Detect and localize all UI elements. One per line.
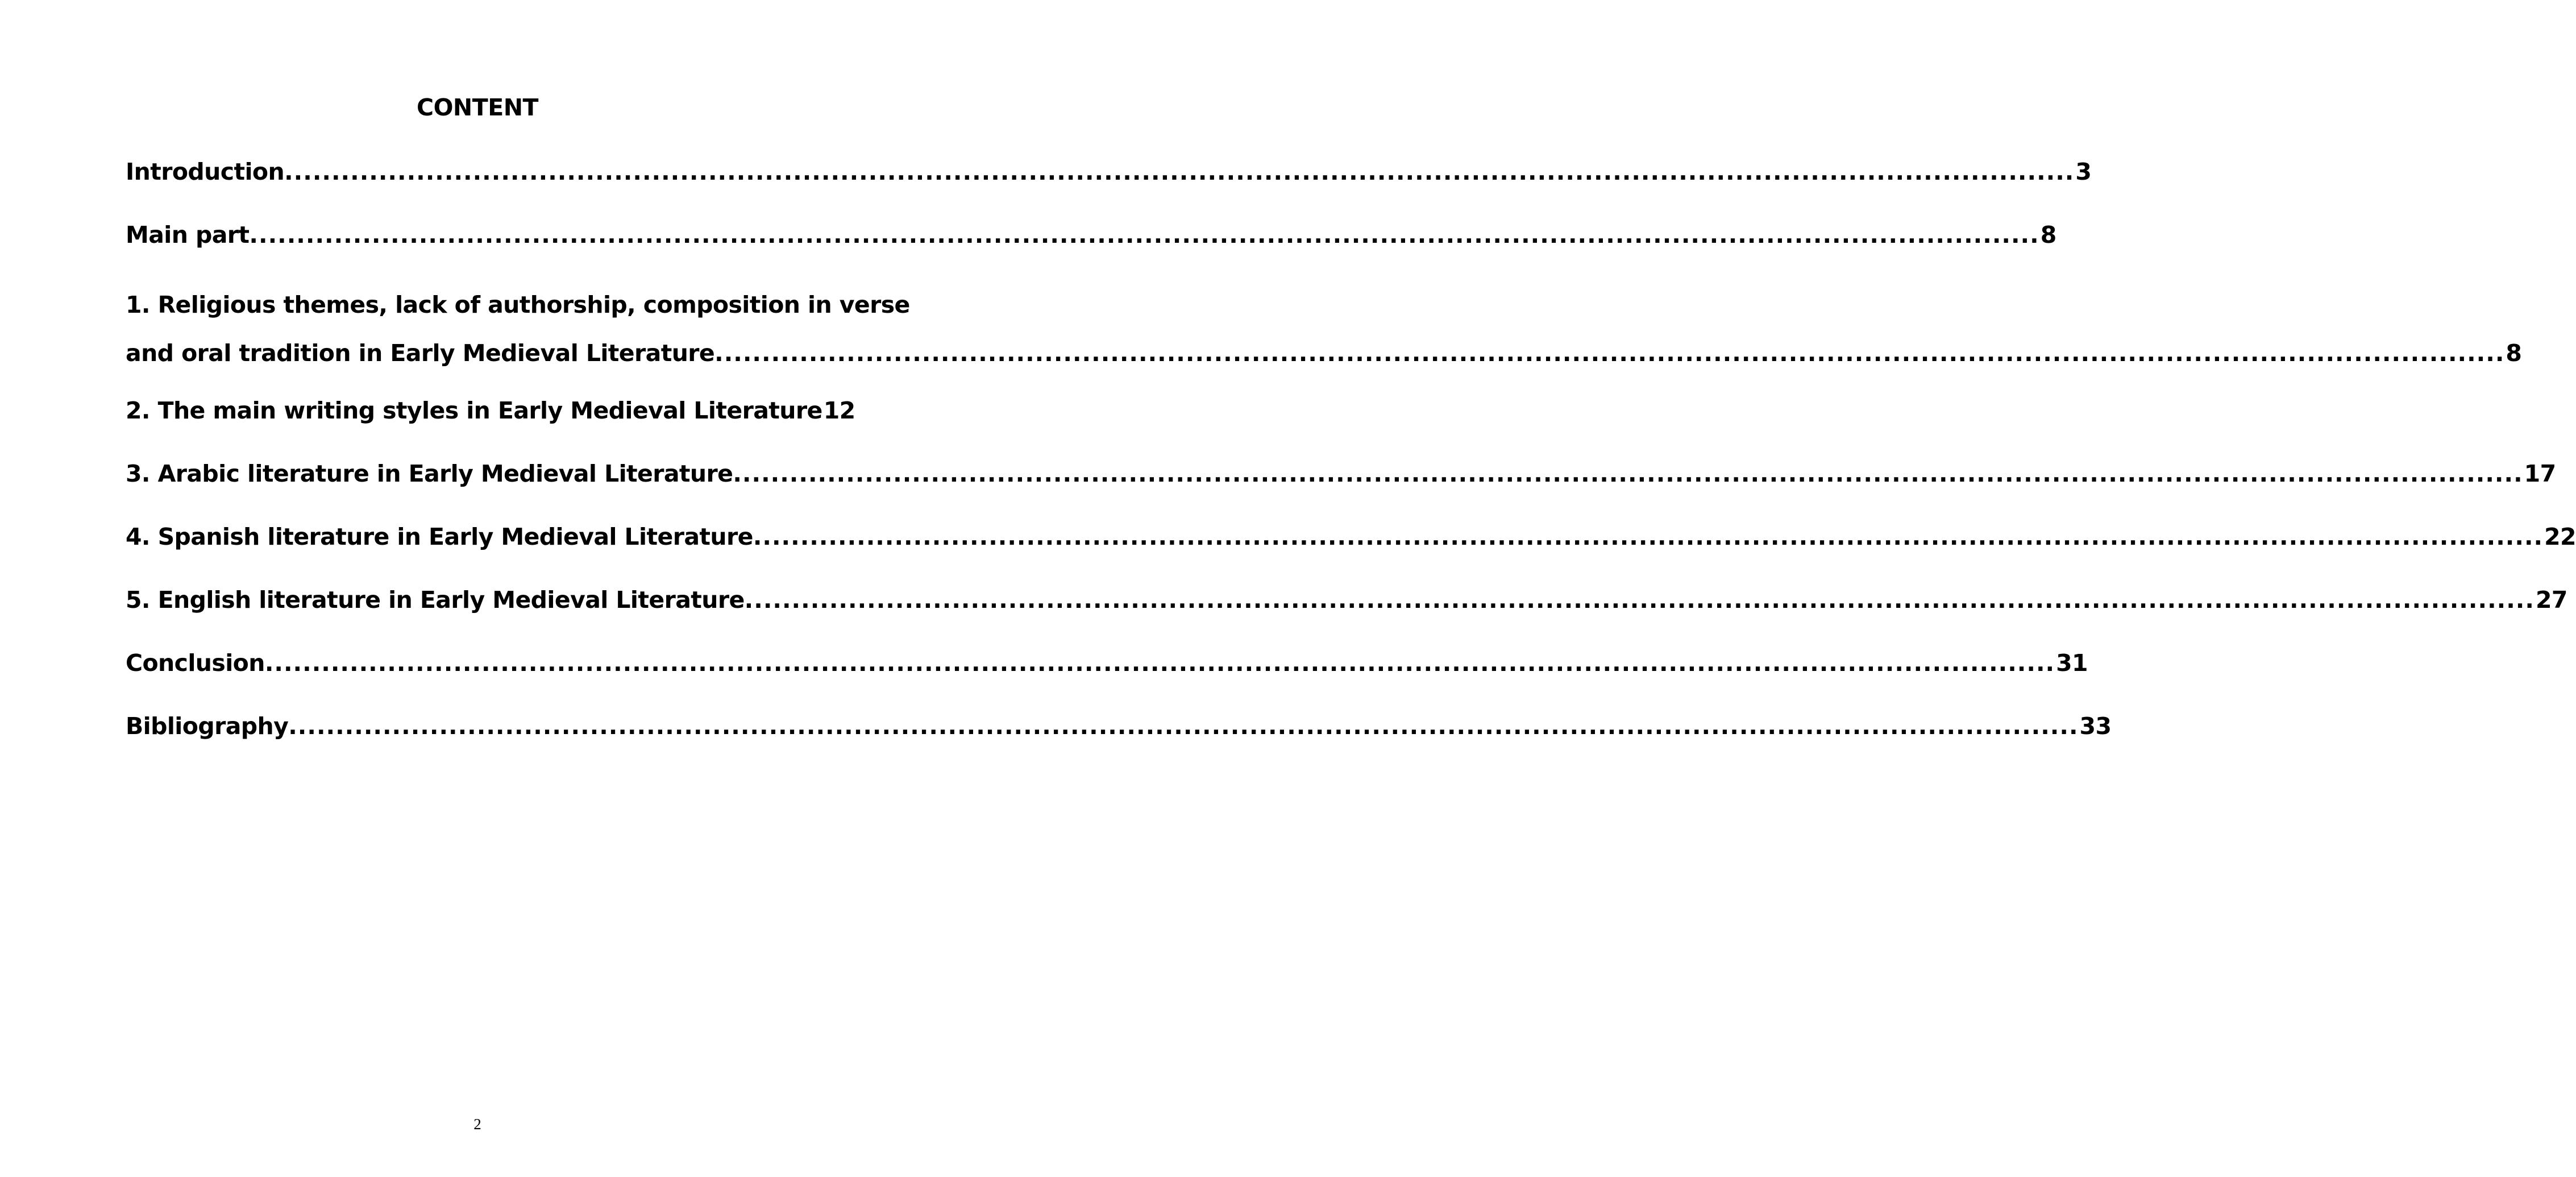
toc-entry-text: Main part [126,221,250,248]
toc-entry-text: Conclusion [126,649,265,677]
toc-dot-leader [733,457,2523,491]
toc-dot-leader [249,218,2039,252]
toc-dot-leader [288,709,2078,743]
toc-entry-spanish-literature[interactable] [126,520,2576,554]
page-number: 2 [473,1116,481,1133]
toc-entry-conclusion[interactable] [126,646,2088,680]
toc-dot-leader [284,155,2074,189]
toc-entry-religious-themes[interactable] [126,281,2522,378]
toc-entry-text-line-1: 1. Religious themes, lack of authorship, composition in verse [126,291,910,318]
toc-entry-text: 5. English literature in Early Medieval Literature [126,586,745,614]
toc-entry-main-part[interactable] [126,218,2056,252]
toc-entry-text: 4. Spanish literature in Early Medieval Literature [126,523,753,550]
toc-entry-introduction[interactable] [126,155,2092,189]
toc-dot-leader [745,583,2535,617]
toc-page-number: 31 [2056,649,2088,677]
toc-page-number: 22 [2544,523,2576,550]
page-title: CONTENT [416,94,538,121]
toc-dot-leader [714,329,2504,378]
toc-page-number: 33 [2079,712,2112,740]
toc-entry-writing-styles[interactable] [126,393,855,428]
toc-page-number: 27 [2535,586,2567,614]
toc-page-number: 12 [823,397,855,424]
toc-dot-leader [753,520,2543,554]
toc-entry-text: Introduction [126,158,285,185]
toc-page-number: 8 [2506,339,2522,367]
toc-entry-english-literature[interactable] [126,583,2567,617]
toc-entry-text: 2. The main writing styles in Early Medieval Literature [126,397,822,424]
toc-page-number: 3 [2075,158,2092,185]
toc-entry-text: 3. Arabic literature in Early Medieval Literature [126,460,733,487]
toc-entry-text: Bibliography [126,712,289,740]
toc-page-number: 8 [2040,221,2056,248]
toc-page-number: 17 [2524,460,2556,487]
toc-entry-bibliography[interactable] [126,709,2112,743]
toc-entry-text: and oral tradition in Early Medieval Literature [126,339,715,367]
toc-entry-arabic-literature[interactable] [126,457,2556,491]
toc-dot-leader [265,646,2055,680]
